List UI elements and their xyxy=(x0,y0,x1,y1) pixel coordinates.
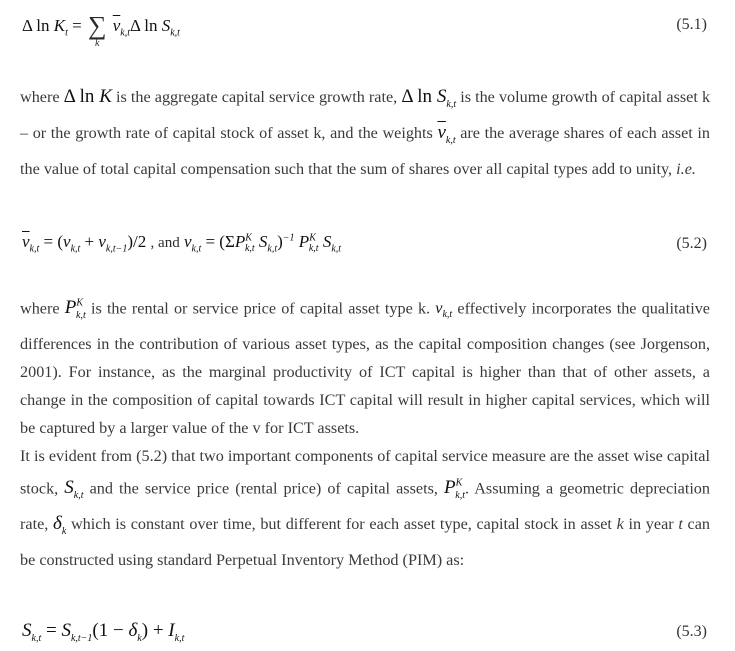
math-PK: $P^K_{k,t}$ xyxy=(64,297,86,322)
paragraph-2 xyxy=(20,290,710,442)
math-PKkt: $P^K_{k,t}$ xyxy=(444,477,465,502)
eq52-joiner: , and xyxy=(150,235,180,251)
paragraph-1 xyxy=(20,83,710,183)
equation-5-3 xyxy=(22,620,707,644)
math-dlnK: Δ ln K xyxy=(63,86,112,107)
equation-5-1 xyxy=(22,11,707,49)
math-delta: $\delta_k$ xyxy=(53,513,67,537)
eq51-rhs: $\overline{v}_{k,t}\Delta$ $\ln S_{k,t}$ xyxy=(112,16,180,39)
text-italic: t xyxy=(678,515,683,534)
text: . Assuming a geometric depreciation rate, xyxy=(20,479,710,534)
text: where xyxy=(20,299,65,318)
equation-number: (5.2) xyxy=(676,235,707,252)
text: is the rental or service price of capital asset type k. xyxy=(85,299,436,318)
text-italic: i.e. xyxy=(676,159,696,178)
text: which is constant over time, but different for each asset type, capital stock in asset xyxy=(66,515,617,534)
text: effectively incorporates the qualitative differences in the contribution of various asset types, as the capital composition changes (see Jorgenson, 2001). For instance, as the marginal productivity of ICT capital is higher than that of other assets, a change in the composition of capital towards ICT capital will result in higher capital services, which will be captured by a larger value of the v for ICT assets. xyxy=(20,299,710,438)
text-italic: k xyxy=(616,515,624,534)
math-Skt: $S_{k,t}$ xyxy=(64,477,84,502)
eq52-part1: $\overline{v}_{k,t} = (v_{k,t} + v_{k,t-1})/2$ xyxy=(22,232,147,255)
text: It is evident from (5.2) that two important components of capital service measure are the asset wise capital stock, xyxy=(20,447,710,498)
text: in year xyxy=(623,515,679,534)
eq53-expr: $S_{k,t} = S_{k,t-1}(1 - \delta_k) + I_{k,t}$ xyxy=(22,620,185,644)
text: and the service price (rental price) of capital assets, xyxy=(83,479,444,498)
text: where xyxy=(20,88,64,106)
text: can be constructed using standard Perpetual Inventory Method (PIM) as: xyxy=(20,515,710,569)
text: is the aggregate capital service growth rate, xyxy=(111,88,402,106)
text: is the volume growth of capital asset k – or the growth rate of capital stock of asset k, and the weights xyxy=(20,88,711,142)
math-vkt: $v_{k,t}$ xyxy=(435,299,453,321)
math-dlnS: Δ $\ln S_{k,t}$ xyxy=(401,86,457,110)
text: are the average shares of each asset in the value of total capital compensation such that the sum of shares over all capital types add to unity, xyxy=(20,123,710,178)
equation-number: (5.3) xyxy=(676,623,707,640)
eq52-part2: $v_{k,t} = (\Sigma P^K_{k,t}$ $S_{k,t})^{-1}$ $P^K_{k,t}$ $S_{k,t}$ xyxy=(183,232,342,255)
equation-5-2 xyxy=(22,232,707,254)
paragraph-3 xyxy=(20,442,710,574)
equation-number: (5.1) xyxy=(676,16,707,33)
eq51-lhs: Δ $\ln K_t$ = xyxy=(22,16,82,39)
summation-symbol: ∑ k xyxy=(87,11,107,49)
math-vbar: $\overline{v}_{k,t}$ xyxy=(437,121,456,146)
